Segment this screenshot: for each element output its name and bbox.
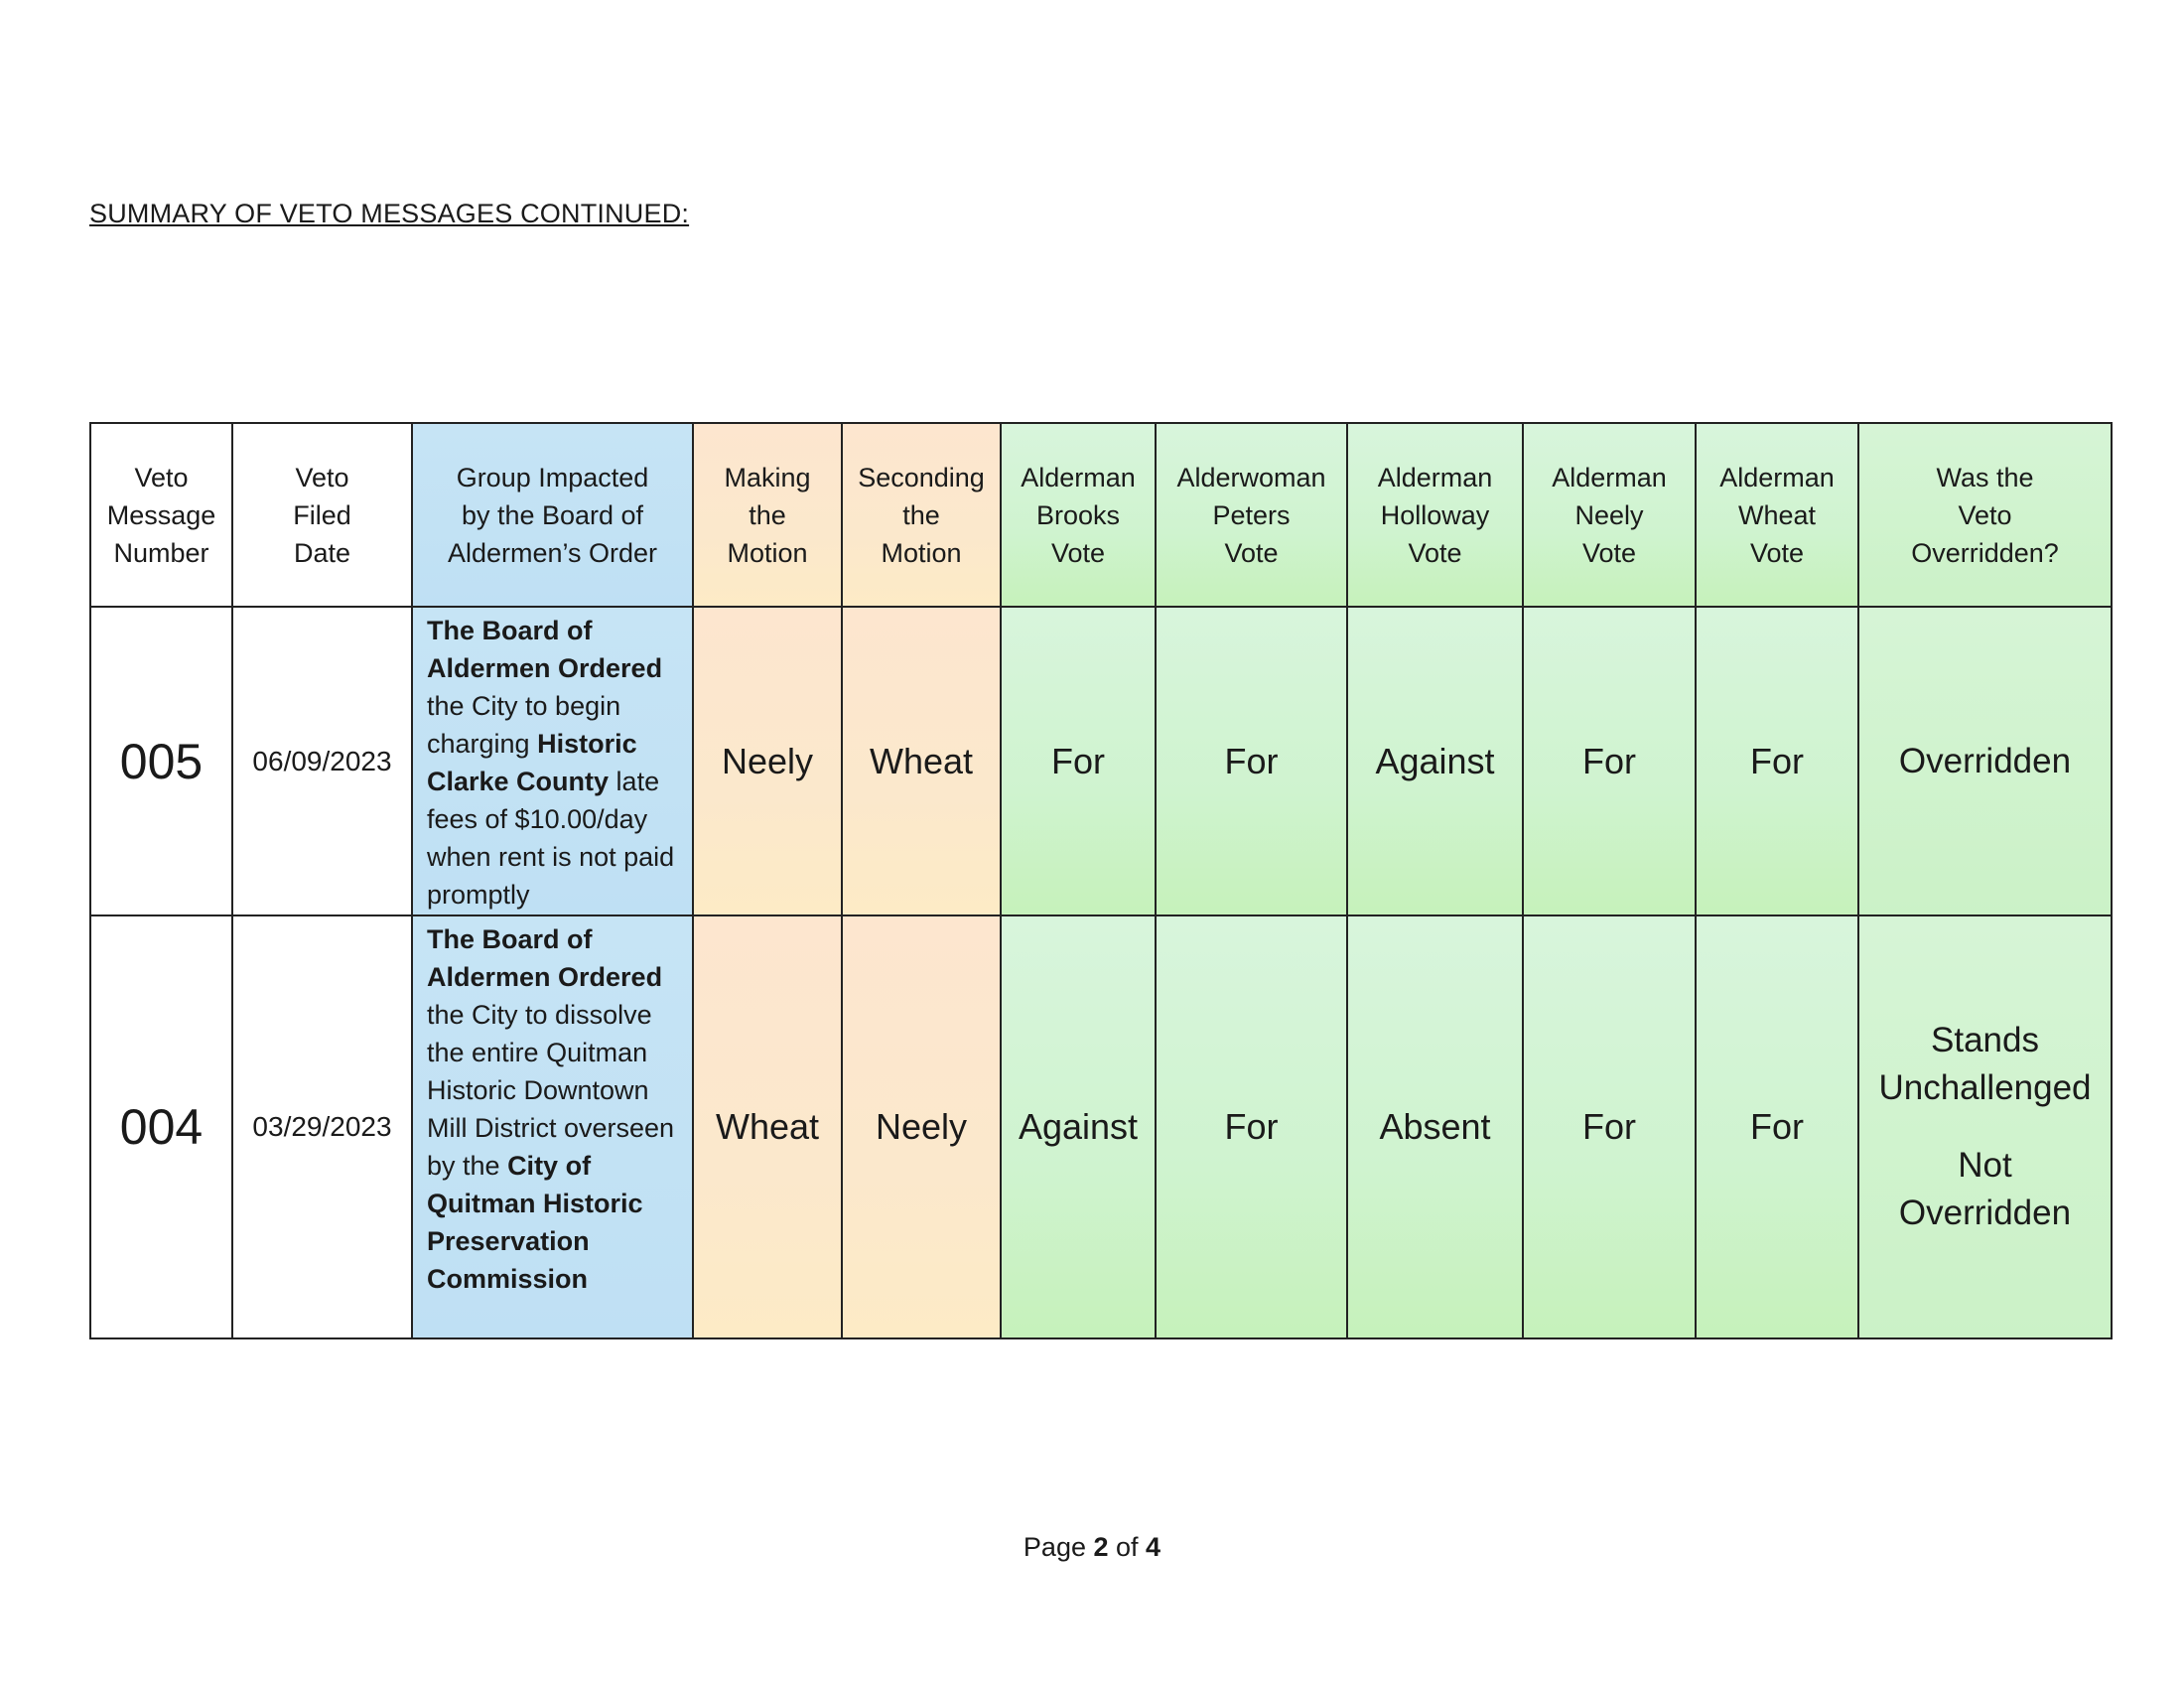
veto-date-cell: 03/29/2023 (232, 915, 412, 1338)
group-impacted-cell (412, 915, 693, 1338)
neely-vote-cell: For (1523, 915, 1696, 1338)
group-text-bold: Historic Clarke County (427, 729, 637, 796)
brooks-vote-cell: Against (1001, 915, 1156, 1338)
table-header-row (90, 423, 2112, 607)
header-holloway-vote: Alderman Holloway Vote (1347, 423, 1523, 607)
peters-vote-cell: For (1156, 915, 1347, 1338)
result-text: Not (1958, 1146, 2012, 1185)
header-veto-overridden: Was the Veto Overridden? (1858, 423, 2112, 607)
wheat-vote-cell: For (1696, 915, 1858, 1338)
holloway-vote-cell: Against (1347, 607, 1523, 915)
veto-number-cell: 005 (90, 607, 232, 915)
veto-number-cell: 004 (90, 915, 232, 1338)
header-peters-vote: Alderwoman Peters Vote (1156, 423, 1347, 607)
header-wheat-vote: Alderman Wheat Vote (1696, 423, 1858, 607)
group-impacted-cell (412, 607, 693, 915)
peters-vote-cell: For (1156, 607, 1347, 915)
group-text-bold: City of Quitman Historic Preservation Commission (427, 1151, 643, 1294)
result-text: Overridden (1898, 741, 2072, 780)
wheat-vote-cell: For (1696, 607, 1858, 915)
neely-vote-cell: For (1523, 607, 1696, 915)
header-veto-number: Veto Message Number (90, 423, 232, 607)
overridden-result-cell (1858, 915, 2112, 1338)
overridden-result-cell (1858, 607, 2112, 915)
making-motion-cell: Neely (693, 607, 842, 915)
header-seconding-motion: Seconding the Motion (842, 423, 1001, 607)
result-text: Overridden (1898, 1194, 2072, 1232)
group-text: late fees of $10.00/day when rent is not paid promptly (427, 767, 675, 910)
page-number: Page 2 of 4 (1023, 1532, 1161, 1562)
header-brooks-vote: Alderman Brooks Vote (1001, 423, 1156, 607)
veto-summary-table (89, 422, 2113, 1339)
page-heading: SUMMARY OF VETO MESSAGES CONTINUED: (89, 199, 690, 228)
group-text-bold: The Board of Aldermen Ordered (427, 924, 663, 992)
making-motion-cell: Wheat (693, 915, 842, 1338)
brooks-vote-cell: For (1001, 607, 1156, 915)
header-veto-date: Veto Filed Date (232, 423, 412, 607)
group-text: the City to dissolve the entire Quitman Historic Downtown Mill District overseen by the (427, 1000, 675, 1181)
group-text: the City to begin charging (427, 691, 621, 759)
table-row (90, 915, 2112, 1338)
seconding-motion-cell: Neely (842, 915, 1001, 1338)
holloway-vote-cell: Absent (1347, 915, 1523, 1338)
header-group-impacted: Group Impacted by the Board of Aldermen’s Order (412, 423, 693, 607)
group-text-bold: The Board of Aldermen Ordered (427, 616, 663, 683)
result-text: Unchallenged (1878, 1068, 2092, 1107)
veto-date-cell: 06/09/2023 (232, 607, 412, 915)
header-making-motion: Making the Motion (693, 423, 842, 607)
result-text: Stands (1931, 1021, 2039, 1059)
table-row (90, 607, 2112, 915)
seconding-motion-cell: Wheat (842, 607, 1001, 915)
header-neely-vote: Alderman Neely Vote (1523, 423, 1696, 607)
